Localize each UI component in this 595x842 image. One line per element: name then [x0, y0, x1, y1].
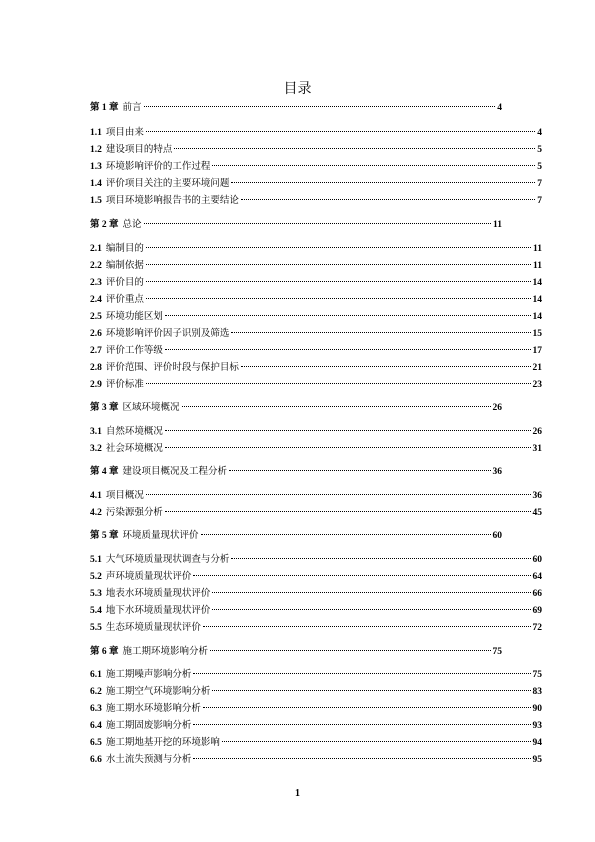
toc-entry-number: 6.6: [90, 755, 102, 765]
toc-dot-leader: [212, 609, 530, 610]
toc-section-entry[interactable]: [90, 160, 542, 174]
toc-entry-label: 评价重点: [105, 294, 144, 305]
toc-entry-label: 建设项目概况及工程分析: [122, 466, 228, 477]
toc-section-entry[interactable]: [90, 276, 542, 290]
toc-dot-leader: [165, 511, 531, 512]
toc-entry-number: 6.4: [90, 721, 102, 731]
toc-section-entry[interactable]: [90, 570, 542, 584]
toc-entry-number: 第 1 章: [90, 103, 119, 113]
toc-dot-leader: [182, 406, 491, 407]
toc-entry-number: 第 3 章: [90, 403, 119, 413]
toc-entry-number: 2.4: [90, 295, 102, 305]
toc-entry-page: 69: [532, 606, 542, 616]
toc-entry-label: 污染源强分析: [105, 507, 163, 518]
toc-entry-number: 5.2: [90, 572, 102, 582]
toc-entry-page: 31: [532, 444, 542, 454]
toc-entry-label: 评价目的: [105, 277, 144, 288]
toc-entry-label: 评价范围、评价时段与保护目标: [105, 362, 239, 373]
toc-entry-page: 60: [492, 531, 502, 541]
toc-entry-number: 5.3: [90, 589, 102, 599]
toc-entry-page: 83: [532, 687, 542, 697]
toc-dot-leader: [165, 430, 531, 431]
toc-dot-leader: [193, 575, 530, 576]
toc-dot-leader: [231, 182, 535, 183]
toc-section-entry[interactable]: [90, 126, 542, 140]
toc-chapter-entry[interactable]: [90, 218, 502, 232]
toc-entry-number: 2.6: [90, 329, 102, 339]
toc-section-entry[interactable]: [90, 553, 542, 567]
toc-entry-label: 施工期地基开挖的环境影响: [105, 737, 220, 748]
toc-section-entry[interactable]: [90, 719, 542, 733]
toc-entry-label: 评价标准: [105, 379, 144, 390]
toc-entry-label: 自然环境概况: [105, 426, 163, 437]
toc-entry-label: 编制依据: [105, 260, 144, 271]
toc-entry-page: 93: [532, 721, 542, 731]
toc-dot-leader: [165, 447, 531, 448]
toc-dot-leader: [231, 558, 530, 559]
toc-dot-leader: [146, 494, 531, 495]
toc-section-entry[interactable]: [90, 344, 542, 358]
toc-entry-number: 第 2 章: [90, 220, 119, 230]
toc-entry-label: 环境功能区划: [105, 311, 163, 322]
toc-dot-leader: [146, 281, 531, 282]
toc-dot-leader: [210, 650, 490, 651]
toc-entry-label: 地下水环境质量现状评价: [105, 605, 211, 616]
toc-section-entry[interactable]: [90, 361, 542, 375]
toc-dot-leader: [212, 690, 530, 691]
toc-entry-number: 3.2: [90, 444, 102, 454]
toc-entry-label: 建设项目的特点: [105, 144, 173, 155]
toc-entry-number: 第 6 章: [90, 647, 119, 657]
toc-section-entry[interactable]: [90, 194, 542, 208]
toc-entry-label: 项目由来: [105, 127, 144, 138]
toc-entry-page: 21: [532, 363, 542, 373]
toc-dot-leader: [229, 470, 490, 471]
toc-chapter-entry[interactable]: [90, 401, 502, 415]
toc-entry-label: 生态环境质量现状评价: [105, 622, 201, 633]
toc-entry-label: 施工期噪声影响分析: [105, 669, 192, 680]
toc-entry-number: 2.3: [90, 278, 102, 288]
toc-entry-page: 36: [532, 491, 542, 501]
toc-entry-page: 14: [532, 295, 542, 305]
toc-entry-label: 环境质量现状评价: [122, 530, 199, 541]
toc-chapter-entry[interactable]: [90, 529, 502, 543]
toc-section-entry[interactable]: [90, 293, 542, 307]
toc-entry-page: 36: [492, 467, 502, 477]
toc-entry-number: 6.1: [90, 670, 102, 680]
toc-entry-page: 4: [497, 103, 502, 113]
toc-entry-page: 75: [492, 647, 502, 657]
toc-entry-number: 1.3: [90, 162, 102, 172]
toc-dot-leader: [203, 626, 531, 627]
page-number: 1: [295, 788, 300, 799]
toc-entry-label: 施工期环境影响分析: [122, 646, 209, 657]
toc-entry-label: 施工期水环境影响分析: [105, 703, 201, 714]
toc-entry-number: 5.4: [90, 606, 102, 616]
toc-dot-leader: [146, 383, 531, 384]
toc-entry-page: 64: [532, 572, 542, 582]
toc-section-entry[interactable]: [90, 587, 542, 601]
toc-section-entry[interactable]: [90, 259, 542, 273]
toc-dot-leader: [144, 106, 496, 107]
toc-entry-number: 2.7: [90, 346, 102, 356]
toc-entry-number: 2.9: [90, 380, 102, 390]
toc-entry-page: 72: [532, 623, 542, 633]
toc-entry-label: 总论: [122, 219, 142, 230]
toc-section-entry[interactable]: [90, 327, 542, 341]
toc-dot-leader: [241, 199, 535, 200]
toc-dot-leader: [165, 315, 531, 316]
toc-entry-page: 45: [532, 508, 542, 518]
toc-entry-number: 6.2: [90, 687, 102, 697]
toc-entry-page: 11: [533, 261, 542, 271]
toc-entry-page: 26: [532, 427, 542, 437]
toc-chapter-entry[interactable]: [90, 645, 502, 659]
toc-entry-page: 15: [532, 329, 542, 339]
toc-section-entry[interactable]: [90, 668, 542, 682]
toc-chapter-entry[interactable]: [90, 101, 502, 115]
toc-entry-page: 95: [532, 755, 542, 765]
toc-dot-leader: [193, 758, 530, 759]
page-title: 目录: [283, 81, 312, 97]
toc-dot-leader: [241, 366, 531, 367]
toc-entry-page: 7: [537, 196, 542, 206]
toc-section-entry[interactable]: [90, 702, 542, 716]
toc-dot-leader: [146, 298, 531, 299]
toc-section-entry[interactable]: [90, 604, 542, 618]
toc-dot-leader: [193, 724, 530, 725]
toc-entry-label: 施工期固废影响分析: [105, 720, 192, 731]
toc-entry-label: 声环境质量现状评价: [105, 571, 192, 582]
toc-entry-label: 大气环境质量现状调查与分析: [105, 554, 230, 565]
toc-dot-leader: [201, 534, 491, 535]
toc-entry-page: 90: [532, 704, 542, 714]
toc-dot-leader: [146, 264, 531, 265]
toc-section-entry[interactable]: [90, 685, 542, 699]
toc-entry-page: 14: [532, 278, 542, 288]
toc-entry-page: 5: [537, 162, 542, 172]
toc-entry-number: 1.4: [90, 179, 102, 189]
toc-entry-number: 5.5: [90, 623, 102, 633]
toc-entry-page: 14: [532, 312, 542, 322]
toc-entry-label: 项目概况: [105, 490, 144, 501]
toc-dot-leader: [231, 332, 530, 333]
toc-section-entry[interactable]: [90, 143, 542, 157]
toc-section-entry[interactable]: [90, 489, 542, 503]
toc-section-entry[interactable]: [90, 378, 542, 392]
toc-entry-page: 5: [537, 145, 542, 155]
toc-section-entry[interactable]: [90, 177, 542, 191]
toc-section-entry[interactable]: [90, 425, 542, 439]
toc-entry-label: 前言: [122, 102, 142, 113]
toc-entry-number: 1.1: [90, 128, 102, 138]
toc-entry-label: 地表水环境质量现状评价: [105, 588, 211, 599]
toc-section-entry[interactable]: [90, 621, 542, 635]
toc-entry-page: 11: [493, 220, 502, 230]
toc-entry-number: 6.5: [90, 738, 102, 748]
toc-entry-label: 施工期空气环境影响分析: [105, 686, 211, 697]
toc-entry-number: 5.1: [90, 555, 102, 565]
toc-entry-label: 区域环境概况: [122, 402, 180, 413]
toc-chapter-entry[interactable]: [90, 465, 502, 479]
toc-entry-page: 75: [532, 670, 542, 680]
toc-dot-leader: [193, 673, 530, 674]
toc-entry-page: 94: [532, 738, 542, 748]
toc-dot-leader: [222, 741, 531, 742]
toc-entry-page: 4: [537, 128, 542, 138]
toc-dot-leader: [146, 247, 531, 248]
toc-entry-number: 2.2: [90, 261, 102, 271]
toc-section-entry[interactable]: [90, 753, 542, 767]
toc-section-entry[interactable]: [90, 242, 542, 256]
toc-entry-number: 1.5: [90, 196, 102, 206]
toc-entry-page: 17: [532, 346, 542, 356]
toc-entry-page: 7: [537, 179, 542, 189]
toc-entry-label: 评价项目关注的主要环境问题: [105, 178, 230, 189]
toc-entry-number: 2.5: [90, 312, 102, 322]
toc-entry-number: 1.2: [90, 145, 102, 155]
toc-entry-number: 4.1: [90, 491, 102, 501]
toc-dot-leader: [212, 165, 535, 166]
toc-dot-leader: [174, 148, 535, 149]
toc-entry-page: 66: [532, 589, 542, 599]
toc-entry-page: 11: [533, 244, 542, 254]
toc-section-entry[interactable]: [90, 310, 542, 324]
toc-section-entry[interactable]: [90, 506, 542, 520]
toc-entry-number: 4.2: [90, 508, 102, 518]
toc-entry-label: 项目环境影响报告书的主要结论: [105, 195, 239, 206]
toc-entry-number: 第 4 章: [90, 467, 119, 477]
toc-section-entry[interactable]: [90, 442, 542, 456]
toc-entry-label: 评价工作等级: [105, 345, 163, 356]
toc-section-entry[interactable]: [90, 736, 542, 750]
toc-entry-page: 60: [532, 555, 542, 565]
toc-entry-number: 3.1: [90, 427, 102, 437]
toc-entry-page: 23: [532, 380, 542, 390]
toc-dot-leader: [144, 223, 491, 224]
toc-dot-leader: [165, 349, 531, 350]
toc-entry-number: 2.1: [90, 244, 102, 254]
toc-entry-label: 环境影响评价的工作过程: [105, 161, 211, 172]
toc-entry-label: 编制目的: [105, 243, 144, 254]
toc-entry-label: 环境影响评价因子识别及筛选: [105, 328, 230, 339]
toc-dot-leader: [203, 707, 531, 708]
toc-dot-leader: [146, 131, 535, 132]
toc-entry-label: 水土流失预测与分析: [105, 754, 192, 765]
toc-entry-number: 6.3: [90, 704, 102, 714]
toc-entry-page: 26: [492, 403, 502, 413]
toc-dot-leader: [212, 592, 530, 593]
toc-entry-label: 社会环境概况: [105, 443, 163, 454]
toc-entry-number: 第 5 章: [90, 531, 119, 541]
toc-entry-number: 2.8: [90, 363, 102, 373]
